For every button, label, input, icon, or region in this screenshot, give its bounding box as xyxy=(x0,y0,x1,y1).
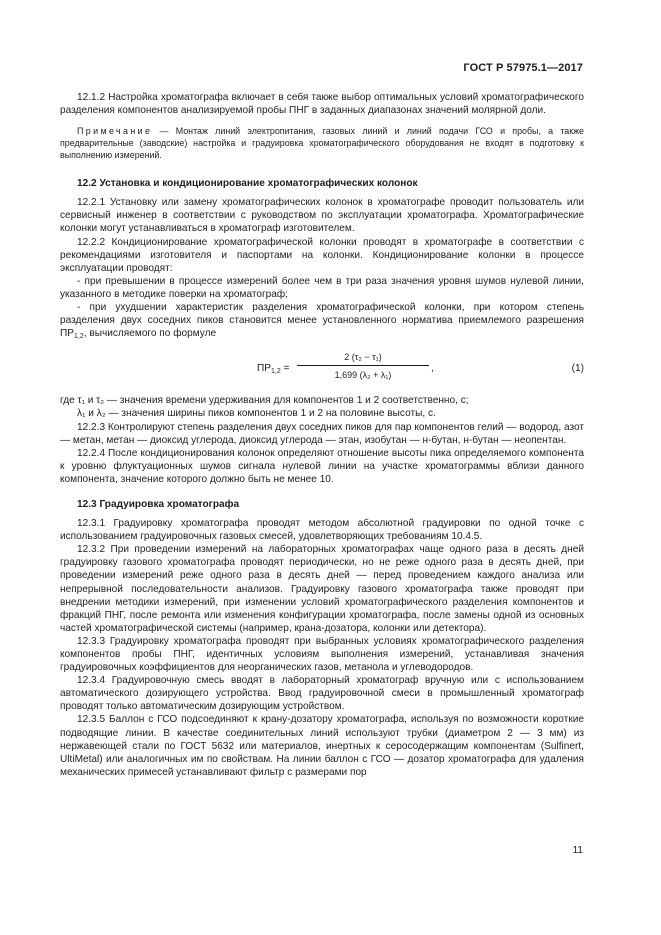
note-text: — Монтаж линий электропитания, газовых линий и линий подачи ГСО и пробы, а также предварительные (заводские) настройка и градуировка хроматографического оборудования не входят в подготовку к выполнению измерений. xyxy=(60,126,584,161)
section-12-2-title: 12.2 Установка и кондиционирование хроматографических колонок xyxy=(77,178,418,190)
paragraph-12-3-2: 12.3.2 При проведении измерений на лабораторных хроматографах чаще одного раза в десять дней градуировку газового хроматографа проводят периодически, но не реже одного раза в десять дней, при проведении измерений реже одного раза в десять дней — перед проведением каждого анализа или непрерывной последовательности анализов. Градуировку газового хроматографа также проводят при внедрении методики измерений, при изменении условий хроматографического разделения компонентов и фракций ПНГ, после ремонта или изменения конфигурации хроматографа, после замены одной из основных частей хроматографической системы (например, крана-дозатора, колонки или детектора). xyxy=(60,544,584,634)
formula-number: (1) xyxy=(571,363,584,375)
list-item-noise: - при превышении в процессе измерений более чем в три раза значения уровня шумов нулевой линии, указанного в методике поверки на хроматограф; xyxy=(60,275,584,300)
note-label: Примечание xyxy=(77,126,153,137)
paragraph-12-2-3: 12.2.3 Контролируют степень разделения двух соседних пиков для пар компонентов гелий — водород, азот — метан, метан — диоксид углерода, диоксид углерода — этан, изобутан — н-бутан, н-бутан — неопентан. xyxy=(60,421,584,446)
resolution-subscript: 1,2 xyxy=(74,333,84,341)
where-line-2: λ₁ и λ₂ — значения ширины пиков компонентов 1 и 2 на половине высоты, с. xyxy=(77,408,436,420)
list-item-resolution-tail: , вычисляемого по формуле xyxy=(83,328,217,340)
page-number: 11 xyxy=(572,845,583,856)
fraction-bar xyxy=(297,365,429,366)
section-12-3-title: 12.3 Градуировка хроматографа xyxy=(77,498,240,510)
note-paragraph xyxy=(60,125,584,161)
formula-comma: , xyxy=(431,363,434,375)
formula-denominator: 1,699 (λ₂ + λ₁) xyxy=(334,370,392,381)
standard-header: ГОСТ Р 57975.1—2017 xyxy=(463,62,583,74)
paragraph-12-2-1: 12.2.1 Установку или замену хроматографических колонок в хроматографе проводит пользователь или сервисный инженер в соответствии с руководством по эксплуатации хроматографа. Хроматографические колонки могут устанавливаться в хроматограф изготовителем. xyxy=(60,197,584,235)
formula-lhs xyxy=(257,362,289,375)
list-item-resolution xyxy=(60,301,584,340)
paragraph-12-3-3: 12.3.3 Градуировку хроматографа проводят при выбранных условиях хроматографического разделения компонентов пробы ПНГ, идентичных условиям выполнения измерений, устанавливая значения градуировочных коэффициентов для неорганических газов, метанола и углеводородов. xyxy=(60,635,584,674)
paragraph-12-3-1: 12.3.1 Градуировку хроматографа проводят методом абсолютной градуировки по одной точке с использованием градуировочных газовых смесей, удовлетворяющих требованиям 10.4.5. xyxy=(60,518,584,543)
paragraph-12-3-5: 12.3.5 Баллон с ГСО подсоединяют к крану-дозатору хроматографа, используя по возможности короткие подводящие линии. В качестве соединительных линий используют трубки (диаметром 2 — 3 мм) из нержавеющей стали по ГОСТ 5632 или материалов, инертных к серосодержащим компонентам (Sulfinert, UltiMetal) или аналогичных им по свойствам. На линии баллон с ГСО — дозатор хроматографа для удаления механических примесей устанавливают фильтр с размерами пор xyxy=(60,714,584,778)
paragraph-12-1-2: 12.1.2 Настройка хроматографа включает в себя также выбор оптимальных условий хроматографического разделения компонентов анализируемой пробы ПНГ в заданных диапазонах значений молярной доли. xyxy=(60,92,584,117)
where-line-1: где τ₁ и τ₂ — значения времени удерживания для компонентов 1 и 2 соответственно, с; xyxy=(60,395,469,407)
formula-equals: = xyxy=(280,363,290,375)
document-body xyxy=(60,91,584,779)
formula-numerator: 2 (τ₂ − τ₁) xyxy=(344,352,382,363)
formula-fraction xyxy=(297,350,429,382)
formula-lhs-subscript: 1,2 xyxy=(271,368,281,376)
formula-lhs-symbol: ПР xyxy=(257,363,271,375)
formula-1 xyxy=(60,350,584,386)
paragraph-12-2-4: 12.2.4 После кондиционирования колонок определяют отношение высоты пика определяемого компонента к уровню флуктуационных шумов сигнала нулевой линии на участке хроматограммы вблизи данного компонента, значение которого должно быть не менее 10. xyxy=(60,447,584,485)
paragraph-12-2-2: 12.2.2 Кондиционирование хроматографической колонки проводят в хроматографе в соответствии с рекомендациями изготовителя и паспортами на колонки. Кондиционирование колонки в процессе эксплуатации проводят: xyxy=(60,236,584,274)
paragraph-12-3-4: 12.3.4 Градуировочную смесь вводят в лабораторный хроматограф вручную или с использованием автоматического дозирующего устройства. Ввод градуировочной смеси в промышленный хроматограф проводят только автоматическим дозирующим устройством. xyxy=(60,675,584,713)
list-item-resolution-text: - при ухудшении характеристик разделения хроматографической колонки, при котором степень разделения двух соседних пиков становится менее установленного норматива приемлемого разрешения ПР xyxy=(60,302,584,340)
